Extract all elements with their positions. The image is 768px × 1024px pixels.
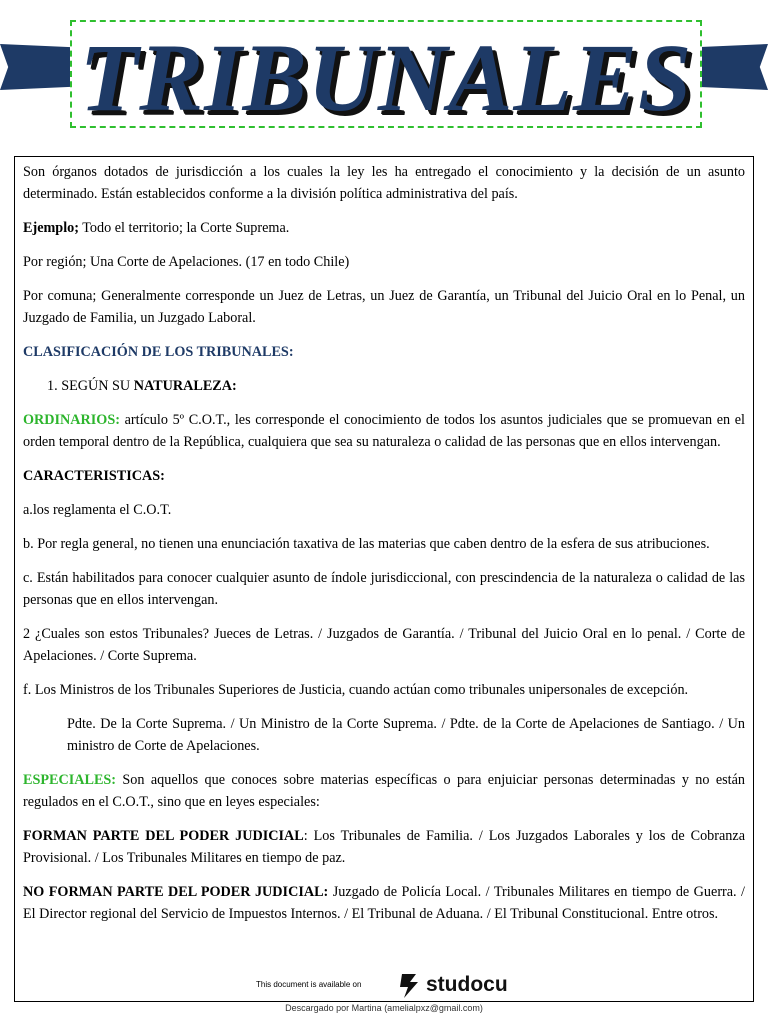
ordinarios-label: ORDINARIOS: <box>23 412 120 428</box>
especiales-label: ESPECIALES: <box>23 772 117 788</box>
forman-text: : Los Tribunales de Familia. / Los Juzgados Laborales y los de Cobranza Provisional. / Los Tribunales Militares en tiempo de paz. <box>23 828 745 866</box>
document-body <box>14 156 754 1002</box>
caracteristicas-heading <box>23 465 745 487</box>
title-frame <box>70 20 702 131</box>
downloaded-by-line: Descargado por Martina (amelialpxz@gmail.com) <box>285 1003 483 1013</box>
noforman-text: Juzgado de Policía Local. / Tribunales Militares en tiempo de Guerra. / El Director regional del Servicio de Impuestos Internos. / El Tribunal de Aduana. / El Tribunal Constitucional. Entre otros. <box>23 884 746 922</box>
char-a: a.los reglamenta el C.O.T. <box>23 502 172 518</box>
list-item-prefix: 1. SEGÚN SU <box>47 378 134 394</box>
forman-paragraph <box>23 825 745 869</box>
intro-paragraph: Son órganos dotados de jurisdicción a los cuales la ley les ha entregado el conocimiento y la decisión de un asunto determinado. Están establecidos conforme a la división política administrativa del país. <box>23 164 745 202</box>
char-b: b. Por regla general, no tienen una enunciación taxativa de las materias que caben dentro de la esfera de sus atribuciones. <box>23 536 710 552</box>
studocu-logo-icon <box>394 970 424 1000</box>
available-text: This document is available on <box>256 980 362 989</box>
char-2: 2 ¿Cuales son estos Tribunales? Jueces de Letras. / Juzgados de Garantía. / Tribunal del Juicio Oral en lo penal. / Corte de Apelaciones. / Corte Suprema. <box>23 626 745 664</box>
especiales-paragraph <box>23 769 745 813</box>
noforman-paragraph <box>23 881 745 925</box>
caracteristicas-label: CARACTERISTICAS: <box>23 468 165 484</box>
title-banner <box>0 0 768 150</box>
example-paragraph <box>23 217 745 239</box>
ordinarios-paragraph <box>23 409 745 453</box>
list-item-bold: NATURALEZA: <box>133 378 237 394</box>
noforman-label: NO FORMAN PARTE DEL PODER JUDICIAL: <box>23 884 329 900</box>
char-f-list: Pdte. De la Corte Suprema. / Un Ministro de la Corte Suprema. / Pdte. de la Corte de Apelaciones de Santiago. / Un ministro de Corte de Apelaciones. <box>67 716 745 754</box>
char-c: c. Están habilitados para conocer cualquier asunto de índole jurisdiccional, con prescindencia de la naturaleza o calidad de las personas que en ellos intervengan. <box>23 570 745 608</box>
studocu-footer[interactable] <box>250 970 530 1002</box>
char-f: f. Los Ministros de los Tribunales Superiores de Justicia, cuando actúan como tribunales unipersonales de excepción. <box>23 682 689 698</box>
example-text: Todo el territorio; la Corte Suprema. <box>78 220 290 236</box>
region-paragraph: Por región; Una Corte de Apelaciones. (17 en todo Chile) <box>23 254 350 270</box>
section-heading: CLASIFICACIÓN DE LOS TRIBUNALES: <box>23 344 294 360</box>
studocu-brand: studocu <box>426 973 508 996</box>
list-item <box>23 375 745 397</box>
especiales-text: Son aquellos que conoces sobre materias específicas o para enjuiciar personas determinadas y no están regulados en el C.O.T., sino que en leyes especiales: <box>23 772 745 810</box>
ordinarios-text: artículo 5º C.O.T., les corresponde el conocimiento de todos los asuntos judiciales que se promuevan en el orden temporal dentro de la República, cualquiera que sea su naturaleza o calidad de las personas que en ellos intervengan. <box>23 412 745 450</box>
example-label: Ejemplo; <box>23 220 79 236</box>
page-title: TRIBUNALES <box>79 24 693 131</box>
commune-paragraph: Por comuna; Generalmente corresponde un Juez de Letras, un Juez de Garantía, un Tribunal del Juicio Oral en lo Penal, un Juzgado de Familia, un Juzgado Laboral. <box>23 288 745 326</box>
forman-label: FORMAN PARTE DEL PODER JUDICIAL <box>23 828 304 844</box>
